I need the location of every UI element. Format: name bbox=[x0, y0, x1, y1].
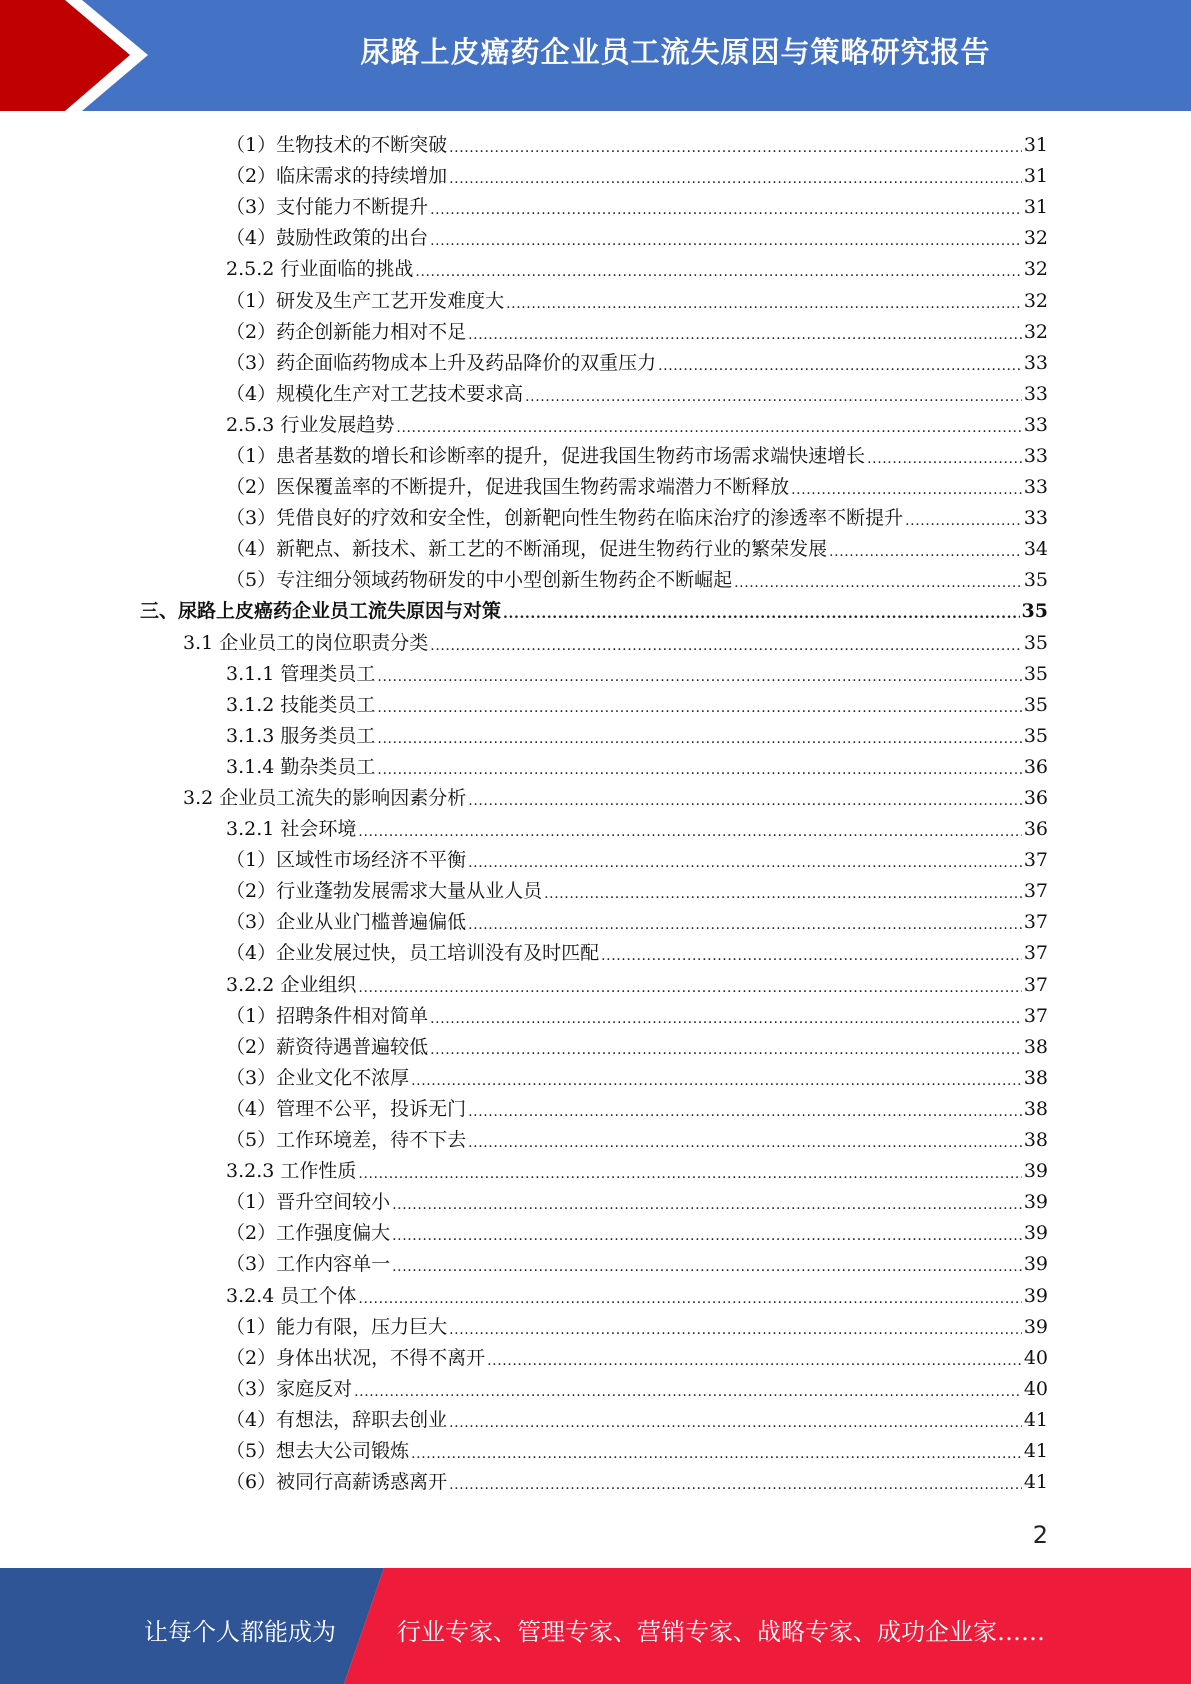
toc-leader-dots bbox=[905, 503, 1022, 534]
toc-entry-page: 31 bbox=[1023, 134, 1048, 157]
toc-entry[interactable] bbox=[140, 690, 1048, 721]
toc-leader-dots bbox=[525, 379, 1022, 410]
toc-entry-page: 32 bbox=[1023, 227, 1048, 250]
toc-entry-label: （1）研发及生产工艺开发难度大 bbox=[226, 289, 505, 312]
toc-entry-label: 3.2.2 企业组织 bbox=[226, 973, 357, 996]
toc-entry-page: 40 bbox=[1023, 1346, 1048, 1369]
toc-entry[interactable] bbox=[140, 161, 1048, 192]
toc-leader-dots bbox=[449, 1405, 1022, 1436]
toc-entry-label: （1）晋升空间较小 bbox=[226, 1191, 391, 1214]
toc-entry[interactable] bbox=[140, 907, 1048, 938]
toc-entry-label: （5）专注细分领域药物研发的中小型创新生物药企不断崛起 bbox=[226, 569, 733, 592]
toc-entry-page: 37 bbox=[1023, 1004, 1048, 1027]
toc-entry-page: 37 bbox=[1023, 880, 1048, 903]
toc-entry[interactable] bbox=[140, 1249, 1048, 1280]
toc-entry[interactable] bbox=[140, 1001, 1048, 1032]
toc-entry-label: （6）被同行高薪诱惑离开 bbox=[226, 1471, 448, 1494]
toc-leader-dots bbox=[468, 907, 1022, 938]
toc-leader-dots bbox=[449, 130, 1022, 161]
toc-entry[interactable] bbox=[140, 441, 1048, 472]
toc-entry-label: 3.2.4 员工个体 bbox=[226, 1284, 357, 1307]
toc-entry-page: 38 bbox=[1023, 1097, 1048, 1120]
toc-entry[interactable] bbox=[140, 1125, 1048, 1156]
toc-entry[interactable] bbox=[140, 1063, 1048, 1094]
toc-entry-label: （1）患者基数的增长和诊断率的提升，促进我国生物药市场需求端快速增长 bbox=[226, 444, 866, 467]
toc-leader-dots bbox=[430, 192, 1022, 223]
toc-entry[interactable] bbox=[140, 379, 1048, 410]
toc-entry-page: 35 bbox=[1023, 569, 1048, 592]
toc-entry[interactable] bbox=[140, 192, 1048, 223]
toc-entry[interactable] bbox=[140, 1280, 1048, 1311]
toc-entry[interactable] bbox=[140, 223, 1048, 254]
toc-entry-label: （1）生物技术的不断突破 bbox=[226, 134, 448, 157]
toc-leader-dots bbox=[377, 690, 1021, 721]
toc-entry-label: （2）身体出状况，不得不离开 bbox=[226, 1346, 486, 1369]
toc-leader-dots bbox=[468, 1125, 1022, 1156]
toc-leader-dots bbox=[396, 410, 1021, 441]
toc-leader-dots bbox=[392, 1187, 1022, 1218]
toc-entry-page: 31 bbox=[1023, 165, 1048, 188]
toc-entry-page: 33 bbox=[1023, 476, 1048, 499]
toc-leader-dots bbox=[377, 659, 1021, 690]
footer-slogan-right: 行业专家、管理专家、营销专家、战略专家、成功企业家…… bbox=[397, 1618, 1045, 1646]
toc-entry[interactable] bbox=[140, 845, 1048, 876]
toc-entry-page: 38 bbox=[1023, 1035, 1048, 1058]
toc-entry-label: （3）企业从业门槛普遍偏低 bbox=[226, 911, 467, 934]
toc-entry[interactable] bbox=[140, 659, 1048, 690]
toc-leader-dots bbox=[468, 845, 1022, 876]
toc-entry-label: （2）行业蓬勃发展需求大量从业人员 bbox=[226, 880, 543, 903]
toc-leader-dots bbox=[487, 1343, 1022, 1374]
toc-entry-page: 33 bbox=[1023, 413, 1048, 436]
toc-entry-label: 2.5.2 行业面临的挑战 bbox=[226, 258, 414, 281]
toc-entry-page: 38 bbox=[1023, 1066, 1048, 1089]
toc-leader-dots bbox=[468, 1094, 1022, 1125]
toc-entry[interactable] bbox=[140, 1032, 1048, 1063]
toc-entry-label: （4）规模化生产对工艺技术要求高 bbox=[226, 382, 524, 405]
toc-entry-page: 36 bbox=[1023, 755, 1048, 778]
toc-entry-page: 38 bbox=[1023, 1129, 1048, 1152]
toc-entry[interactable] bbox=[140, 876, 1048, 907]
toc-entry[interactable] bbox=[140, 783, 1048, 814]
toc-entry-page: 39 bbox=[1023, 1284, 1048, 1307]
toc-leader-dots bbox=[449, 1312, 1022, 1343]
toc-leader-dots bbox=[449, 1467, 1022, 1498]
toc-entry-page: 35 bbox=[1023, 724, 1048, 747]
toc-entry-page: 37 bbox=[1023, 942, 1048, 965]
toc-entry-label: （2）药企创新能力相对不足 bbox=[226, 320, 467, 343]
toc-leader-dots bbox=[829, 534, 1022, 565]
toc-leader-dots bbox=[430, 1001, 1022, 1032]
toc-entry-label: （3）支付能力不断提升 bbox=[226, 196, 429, 219]
toc-entry[interactable] bbox=[140, 254, 1048, 285]
toc-entry-label: （3）药企面临药物成本上升及药品降价的双重压力 bbox=[226, 351, 657, 374]
toc-entry[interactable] bbox=[140, 1467, 1048, 1498]
toc-leader-dots bbox=[734, 565, 1022, 596]
toc-entry-page: 39 bbox=[1023, 1191, 1048, 1214]
toc-entry[interactable] bbox=[140, 1094, 1048, 1125]
toc-entry-label: 3.2.3 工作性质 bbox=[226, 1160, 357, 1183]
toc-leader-dots bbox=[354, 1374, 1022, 1405]
toc-entry-page: 35 bbox=[1023, 662, 1048, 685]
toc-entry[interactable] bbox=[140, 596, 1048, 627]
toc-entry-label: （2）医保覆盖率的不断提升，促进我国生物药需求端潜力不断释放 bbox=[226, 476, 790, 499]
page-number: 2 bbox=[1032, 1521, 1048, 1549]
toc-entry-label: （5）想去大公司锻炼 bbox=[226, 1439, 410, 1462]
toc-entry[interactable] bbox=[140, 1343, 1048, 1374]
toc-entry-label: （2）工作强度偏大 bbox=[226, 1222, 391, 1245]
toc-leader-dots bbox=[358, 1156, 1021, 1187]
toc-entry-page: 37 bbox=[1023, 973, 1048, 996]
toc-leader-dots bbox=[449, 161, 1022, 192]
toc-leader-dots bbox=[430, 1032, 1022, 1063]
toc-entry-page: 33 bbox=[1023, 444, 1048, 467]
toc-entry-label: 三、尿路上皮癌药企业员工流失原因与对策 bbox=[140, 600, 502, 623]
toc-entry-page: 31 bbox=[1023, 196, 1048, 219]
toc-entry-label: （4）有想法，辞职去创业 bbox=[226, 1408, 448, 1431]
toc-entry-page: 40 bbox=[1023, 1377, 1048, 1400]
toc-leader-dots bbox=[358, 970, 1021, 1001]
toc-entry-label: （3）家庭反对 bbox=[226, 1377, 353, 1400]
toc-entry-page: 32 bbox=[1023, 258, 1048, 281]
toc-entry[interactable] bbox=[140, 1156, 1048, 1187]
toc-entry[interactable] bbox=[140, 1405, 1048, 1436]
toc-entry[interactable] bbox=[140, 752, 1048, 783]
toc-entry-page: 35 bbox=[1021, 600, 1048, 623]
toc-entry-label: （3）企业文化不浓厚 bbox=[226, 1066, 410, 1089]
toc-entry-page: 41 bbox=[1023, 1408, 1048, 1431]
toc-entry[interactable] bbox=[140, 503, 1048, 534]
toc-entry[interactable] bbox=[140, 1218, 1048, 1249]
toc-entry[interactable] bbox=[140, 970, 1048, 1001]
toc-entry[interactable] bbox=[140, 1436, 1048, 1467]
toc-entry[interactable] bbox=[140, 721, 1048, 752]
toc-entry[interactable] bbox=[140, 348, 1048, 379]
footer-slogan-left: 让每个人都能成为 bbox=[144, 1618, 336, 1646]
toc-entry-label: （4）管理不公平，投诉无门 bbox=[226, 1097, 467, 1120]
toc-entry-page: 37 bbox=[1023, 911, 1048, 934]
toc-entry-label: （2）薪资待遇普遍较低 bbox=[226, 1035, 429, 1058]
report-title: 尿路上皮癌药企业员工流失原因与策略研究报告 bbox=[360, 35, 991, 69]
toc-leader-dots bbox=[392, 1249, 1022, 1280]
toc-leader-dots bbox=[392, 1218, 1022, 1249]
toc-entry-label: （1）招聘条件相对简单 bbox=[226, 1004, 429, 1027]
toc-entry[interactable] bbox=[140, 814, 1048, 845]
toc-leader-dots bbox=[377, 721, 1021, 752]
toc-entry-page: 39 bbox=[1023, 1160, 1048, 1183]
toc-entry-page: 36 bbox=[1023, 787, 1048, 810]
toc-leader-dots bbox=[506, 286, 1022, 317]
toc-entry-label: 3.1.2 技能类员工 bbox=[226, 693, 376, 716]
toc-entry-page: 39 bbox=[1023, 1222, 1048, 1245]
toc-leader-dots bbox=[601, 938, 1022, 969]
toc-entry[interactable] bbox=[140, 938, 1048, 969]
toc-entry[interactable] bbox=[140, 130, 1048, 161]
toc-entry-page: 33 bbox=[1023, 382, 1048, 405]
toc-entry[interactable] bbox=[140, 628, 1048, 659]
toc-entry-label: （4）新靶点、新技术、新工艺的不断涌现，促进生物药行业的繁荣发展 bbox=[226, 538, 828, 561]
toc-leader-dots bbox=[468, 317, 1022, 348]
toc-leader-dots bbox=[791, 472, 1022, 503]
toc-entry-label: （4）企业发展过快，员工培训没有及时匹配 bbox=[226, 942, 600, 965]
toc-entry-page: 32 bbox=[1023, 289, 1048, 312]
toc-entry-page: 34 bbox=[1023, 538, 1048, 561]
toc-leader-dots bbox=[415, 254, 1021, 285]
toc-entry[interactable] bbox=[140, 534, 1048, 565]
toc-entry-page: 32 bbox=[1023, 320, 1048, 343]
toc-entry[interactable] bbox=[140, 565, 1048, 596]
toc-entry-page: 35 bbox=[1023, 631, 1048, 654]
toc-entry-label: （3）凭借良好的疗效和安全性，创新靶向性生物药在临床治疗的渗透率不断提升 bbox=[226, 507, 904, 530]
toc-entry-label: 3.1.1 管理类员工 bbox=[226, 662, 376, 685]
toc-leader-dots bbox=[503, 596, 1020, 627]
toc-entry-label: 3.2.1 社会环境 bbox=[226, 818, 357, 841]
toc-entry-page: 36 bbox=[1023, 818, 1048, 841]
toc-entry-page: 39 bbox=[1023, 1253, 1048, 1276]
toc-leader-dots bbox=[468, 783, 1022, 814]
toc-entry-page: 41 bbox=[1023, 1439, 1048, 1462]
footer-banner bbox=[0, 1568, 1191, 1684]
toc-entry[interactable] bbox=[140, 1312, 1048, 1343]
toc-leader-dots bbox=[430, 628, 1022, 659]
toc-entry-page: 33 bbox=[1023, 507, 1048, 530]
toc-entry-label: （1）能力有限，压力巨大 bbox=[226, 1315, 448, 1338]
toc-leader-dots bbox=[867, 441, 1022, 472]
toc-entry-label: （2）临床需求的持续增加 bbox=[226, 165, 448, 188]
toc-entry-label: 2.5.3 行业发展趋势 bbox=[226, 413, 395, 436]
toc-entry-label: （1）区域性市场经济不平衡 bbox=[226, 849, 467, 872]
toc-entry-label: 3.1.3 服务类员工 bbox=[226, 724, 376, 747]
toc-entry-label: 3.1 企业员工的岗位职责分类 bbox=[183, 631, 429, 654]
toc-entry[interactable] bbox=[140, 410, 1048, 441]
toc-leader-dots bbox=[411, 1063, 1022, 1094]
header-banner bbox=[0, 0, 1191, 111]
table-of-contents bbox=[140, 130, 1048, 1498]
toc-leader-dots bbox=[358, 1281, 1021, 1312]
toc-leader-dots bbox=[658, 348, 1022, 379]
toc-leader-dots bbox=[377, 752, 1021, 783]
toc-entry-page: 39 bbox=[1023, 1315, 1048, 1338]
toc-entry-label: （3）工作内容单一 bbox=[226, 1253, 391, 1276]
toc-entry[interactable] bbox=[140, 472, 1048, 503]
toc-entry-label: （4）鼓励性政策的出台 bbox=[226, 227, 429, 250]
toc-entry-page: 35 bbox=[1023, 693, 1048, 716]
toc-leader-dots bbox=[358, 814, 1021, 845]
toc-entry[interactable] bbox=[140, 285, 1048, 316]
toc-entry-page: 33 bbox=[1023, 351, 1048, 374]
toc-entry[interactable] bbox=[140, 317, 1048, 348]
toc-entry-page: 37 bbox=[1023, 849, 1048, 872]
toc-entry-label: （5）工作环境差，待不下去 bbox=[226, 1129, 467, 1152]
toc-entry-page: 41 bbox=[1023, 1471, 1048, 1494]
toc-leader-dots bbox=[430, 223, 1022, 254]
toc-leader-dots bbox=[544, 876, 1022, 907]
toc-leader-dots bbox=[411, 1436, 1022, 1467]
toc-entry[interactable] bbox=[140, 1187, 1048, 1218]
toc-entry-label: 3.1.4 勤杂类员工 bbox=[226, 755, 376, 778]
toc-entry[interactable] bbox=[140, 1374, 1048, 1405]
toc-entry-label: 3.2 企业员工流失的影响因素分析 bbox=[183, 787, 467, 810]
